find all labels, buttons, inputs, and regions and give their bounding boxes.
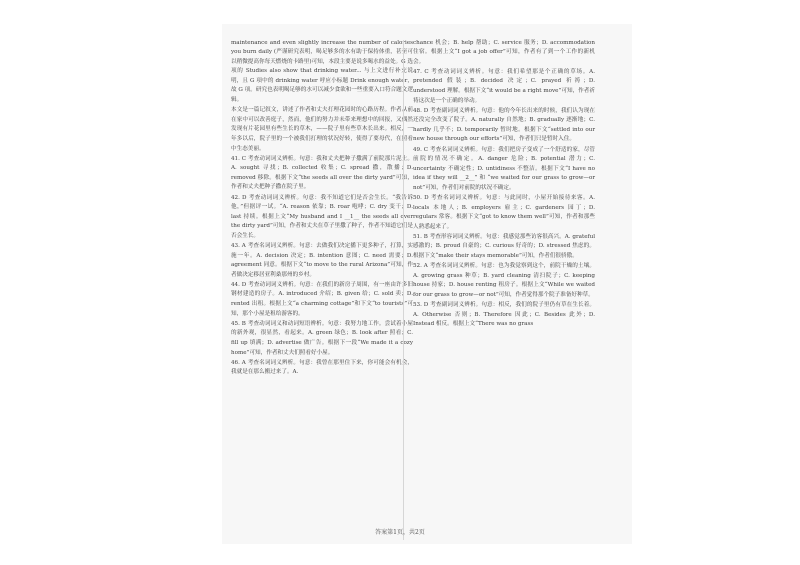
answer-item: 53. D 考查副词词义辨析。句意：相反，我们的院子里仍有草在生长着。A. Otherwise 否则；B. Therefore 因此；C. Besides 此外；D. Instead 相反。根据上文“There was no grass (413, 302, 595, 328)
answer-item: 46. A 考查名词词义辨析。句意：我曾在那里住下来，你可能会有机会，我就是在那么搬过来了。A. (231, 359, 413, 376)
answer-item: 43. A 考查名词词义辨析。句意：去做我们决定播下更多种子，打算，实施一年。A. decision 决定；B. intention 意图；C. need 需要；D. agreement 同意。根据下文“to move to the rural Arizona”可知，作者做决定移居亚利桑那州的乡村。 (231, 242, 413, 278)
answer-item: 44. D 考查动词词义辨析。句意：在我们的新房子周围，有一座由许多旧钢材建造的房子。A. introduced 介绍；B. given 给；C. sold 卖；D. rented 出租。根据上文“a charming cottage”和下文“to tourists”可知，那个小屋是租给游客的。 (231, 281, 413, 317)
answer-item: chance 机会；B. help 帮助；C. service 服务；D. accommodation 住宿。根据上文“I got a job offer”可知，作者有了到一个工作的新机会。 (413, 39, 595, 65)
right-column (413, 38, 595, 330)
column-divider (403, 40, 404, 540)
answer-item: 47. C 考查动词词义辨析。句意：我们希望那是个正确的草场。A. pretended 假装；B. decided 决定；C. prayed 祈祷；D. understood 理解。根据下文“it would be a right move”可知，作者祈祷这次是一个正确的举动。 (413, 68, 595, 104)
answer-item: 45. B 考查动词词义和动词短语辨析。句意：我努力地工作。尝试着小屋的新外观，很显然，看起来。A. green 绿色；B. look after 照看；C. fill up 填满；D. advertise 做广告。根据下一段“We made it a cozy home”可知，作者和丈夫们照看好小屋。 (231, 320, 413, 356)
left-column (231, 38, 413, 378)
answer-item: 42. D 考查动词词义辨析。句意：我不知道它们是否会生长。“我告诉他，”但据评一试。“A. reason 依靠；B. roar 咆哮；C. dry 变干；D. last 持续。根据上文“My husband and I __1__ the seeds all over the dirty yard”可知，作者和丈夫在草子里撒了种子，作者不知道它们是否会生长。 (231, 194, 413, 239)
answer-item: 52. A 考查名词词义辨析。句意：也为我觉察到这个，前院干燥的土壤。A. growing grass 种草；B. yard cleaning 清扫院子；C. keeping house 持家；D. house renting 租房子。根据上文“While we waited for our grass to grow—or not”可知，作者觉得那个院子准备好种草。 (413, 263, 595, 298)
answer-item: 48. D 考查副词词义辨析。句意：他的今年长出来的时候，我们认为现在还没完全改变了院子。A. naturally 自然地；B. gradually 逐渐地；C. hardly 几乎不；D. temporarily 暂时地。根据下文“settled into our new house through our efforts”可知，作者们只是暂时入住。 (413, 107, 595, 143)
answer-item: 41. C 考查动词词义辨析。句意：我和丈夫把种子撒满了前院那片泥土。A. sought 寻找；B. collected 收集；C. spread 撒，散播；D. removed 移除。根据下文“the seeds all over the dirty yard”可知，作者和丈夫把种子撒在院子里。 (231, 155, 413, 191)
paragraph: maintenance and even slightly increase the number of calories you burn daily (严谨研究表明，喝足够多的水有助于保持体重，甚至可以稍微提高你每天燃烧的卡路里)可知，本段主要是说多喝水的益处。G 选项的 Studies also show that drinking water... 与上文进行补充说明，且 G 项中的 drinking water 呼应小标题 Drink enough water，故 G 项。研究也表明喝足够的水可以减少食欲和一些重要入口符合题文逻辑。 (231, 39, 413, 104)
answer-item: 50. D 考查名词词义辨析。句意：与此同时，小屋开始接待来客。A. locals 本地人；B. employers 雇主；C. gardeners 园丁；D. regulars 常客。根据下文“got to know them well”可知，作者和那些人熟悉起来了。 (413, 195, 595, 230)
answer-item: 51. B 考查形容词词义辨析。句意：我感觉那些访客很高兴。A. grateful 感激的；B. proud 自豪的；C. curious 好奇的；D. stressed 焦虑的。根据下文“make their stays memorable”可知，作者们很骄傲。 (413, 233, 595, 260)
answer-item: 49. C 考查名词词义辨析。句意：我们把房子变成了一个舒适的家，尽管前院的情况不确定。A. danger 危险；B. potential 潜力；C. uncertainty 不确定性；D. untidiness 不整洁。根据下文“I have no idea if they will __2__” 和 “we waited for our grass to grow—or not”可知，作者们对前院的状况不确定。 (413, 146, 595, 191)
paragraph: 本文是一篇记叙文，讲述了作者和丈夫打理花园时的心路历程。作者从前在家中可以改善庭子，然而，他们的努力并未带来理想中的回报，又偶然发现有片花园里有些生长的草木，——院子里有些草木长出来。相反，一年多以后，院子里的一个被我们打理的状况好转，使得了要母代，在照看中生态美丽。 (231, 107, 413, 152)
page-footer: 答案第1页，共2页 (375, 529, 425, 536)
